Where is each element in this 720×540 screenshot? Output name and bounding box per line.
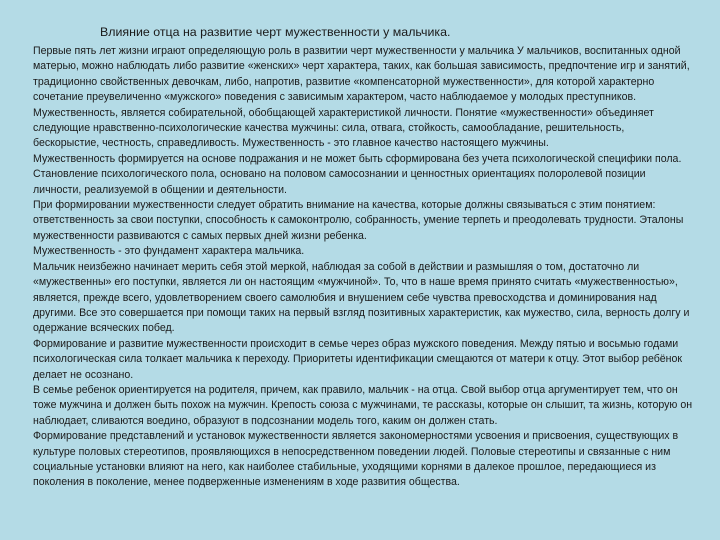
slide-body [33,44,693,491]
paragraph-8: В семье ребенок ориентируется на родителя, причем, как правило, мальчик - на отца. Свой выбор отца аргументирует тем, что он тоже мужчина и должен быть похож на мужчин. Крепость союза с мужчинами, те рассказы, которые он слышит, та жизнь, которую он наблюдает, сливаются воедино, образуют в подсознании модель того, каким он должен стать. [33,383,693,427]
paragraph-7: Формирование и развитие мужественности происходит в семье через образ мужского поведения. Между пятью и восьмью годами психологическая сила толкает мальчика к переходу. Приоритеты идентификации смещаются от матери к отцу. Этот выбор ребёнок делает не осознано. [33,337,683,381]
paragraph-2: Мужественность, является собирательной, обобщающей характеристикой личности. Понятие «мужественности» объединяет следующие нравственно-психологические качества мужчины: сила, отвага, стойкость, самообладание, решительность, бескорыстие, честность, справедливость. Мужественность - это главное качество настоящего мужчины. [33,106,654,150]
paragraph-9: Формирование представлений и установок мужественности является закономерностями усвоения и присвоения, существующих в культуре половых стереотипов, проявляющихся в непосредственном поведении людей. Половые стереотипы и связанные с ним социальные установки влияют на него, как наиболее стабильные, уходящими корнями в далекое прошлое, передающиеся из поколения в поколение, менее подверженные изменениям в ходе развития общества. [33,430,679,489]
paragraph-6: Мальчик неизбежно начинает мерить себя этой меркой, наблюдая за собой в действии и размышляя о том, достаточно ли «мужественны» его поступки, является ли он настоящим «мужчиной». То, что в наше время принято считать «мужественностью», является, прежде всего, удовлетворением своего самолюбия и внушением себе чувства превосходства и доминирования над другими. Все это совершается при помощи таких на первый взгляд позитивных характеристик, как мужество, сила, верность долгу и одержание всяческих побед. [33,260,690,335]
paragraph-4: При формировании мужественности следует обратить внимание на качества, которые должны связываться с этим понятием: ответственность за свои поступки, способность к самоконтролю, собранность, умение терпеть и преодолевать трудности. Эталоны мужественности развиваются с самых первых дней жизни ребенка. [33,199,684,242]
paragraph-5: Мужественность - это фундамент характера мальчика. [33,245,305,258]
paragraph-3: Мужественность формируется на основе подражания и не может быть сформирована без учета психологической специфики пола. Становление психологического пола, основано на половом самосознании и ценностных ориентациях полоролевой позиции личности, реализуемой в общении и деятельности. [33,152,682,196]
paragraph-1: Первые пять лет жизни играют определяющую роль в развитии черт мужественности у мальчика У мальчиков, воспитанных одной матерью, можно наблюдать либо развитие «женских» черт характера, таких, как большая зависимость, предпочтение игр и занятий, традиционно свойственных девочкам, либо, напротив, развитие «компенсаторной мужественности», для которой характерно сочетание преувеличенно «мужского» поведения с зависимым характером, часто наблюдаемое у молодых преступников. [33,45,690,104]
slide-title: Влияние отца на развитие черт мужественности у мальчика. [100,25,451,39]
